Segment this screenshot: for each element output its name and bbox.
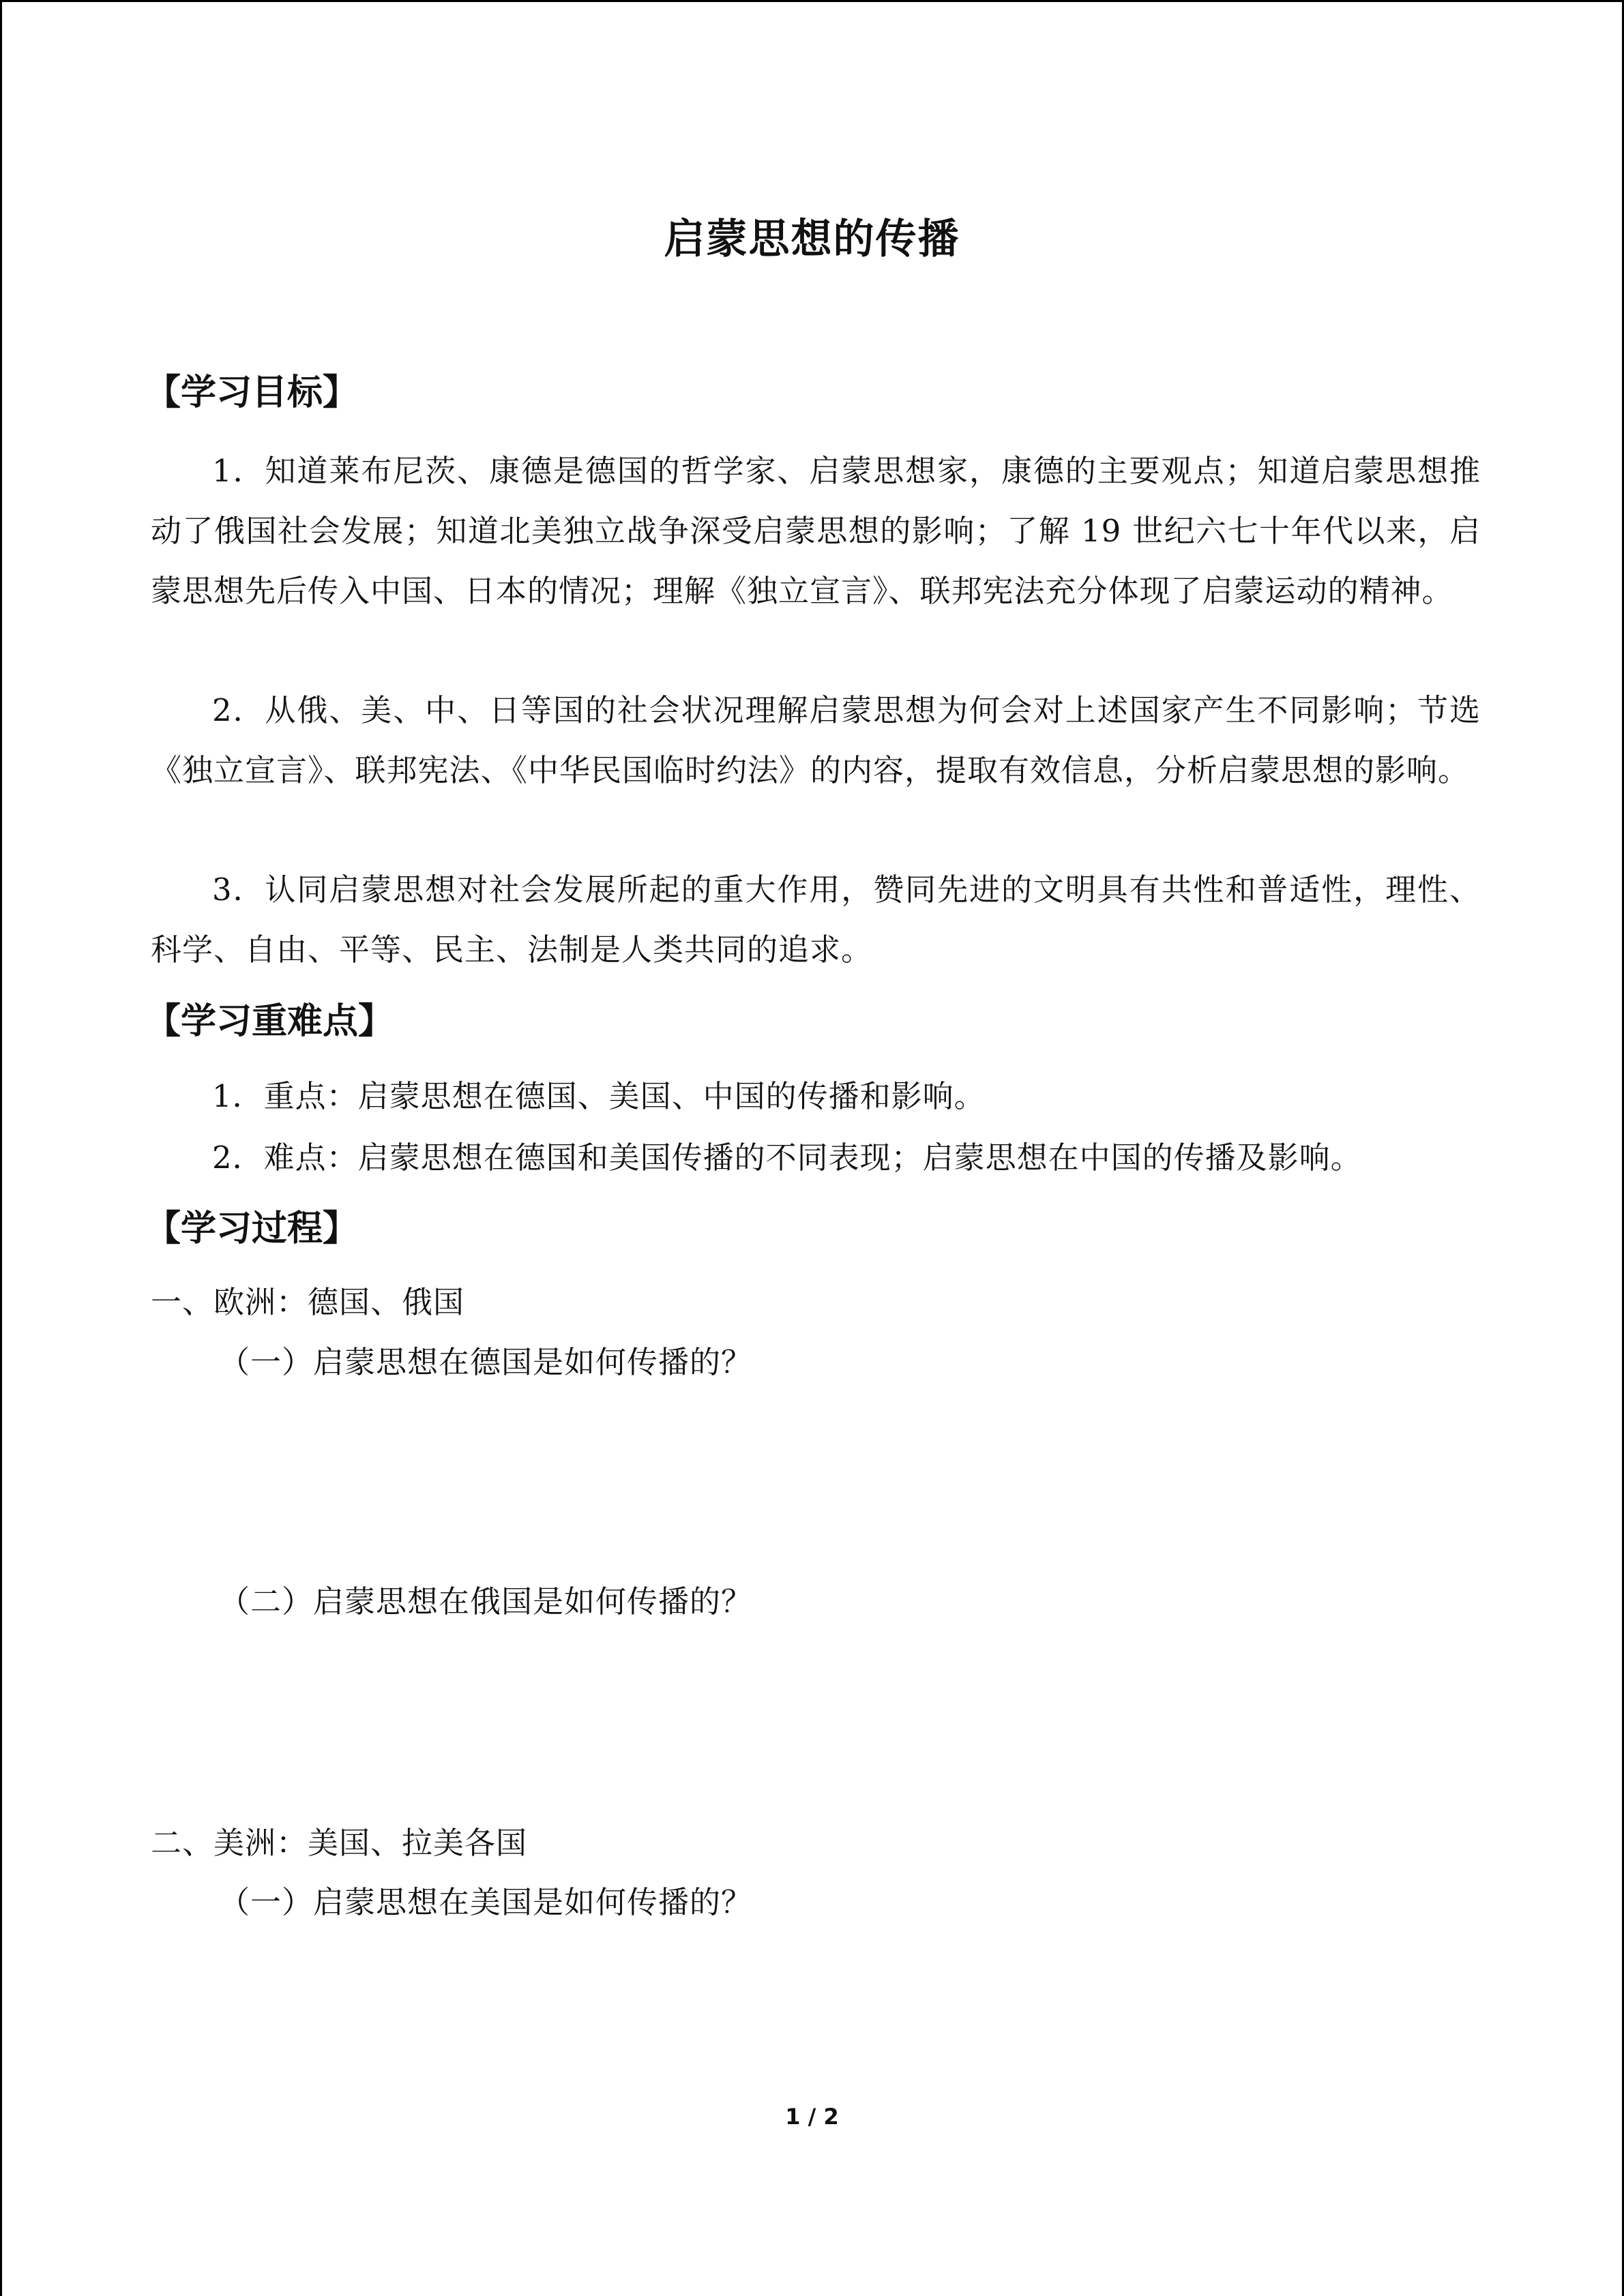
key-point-item-2: 2．难点：启蒙思想在德国和美国传播的不同表现；启蒙思想在中国的传播及影响。 <box>212 1139 1362 1176</box>
process-part1-question-1: （一）启蒙思想在德国是如何传播的？ <box>219 1344 753 1380</box>
objectives-heading: 【学习目标】 <box>145 372 359 413</box>
process-part1-title: 一、欧洲：德国、俄国 <box>151 1284 465 1320</box>
objective-item-3: 3．认同启蒙思想对社会发展所起的重大作用，赞同先进的文明具有共性和普适性，理性、科学、自由、平等、民主、法制是人类共同的追求。 <box>151 871 1481 968</box>
process-part1-question-2: （二）启蒙思想在俄国是如何传播的？ <box>219 1583 753 1620</box>
process-heading: 【学习过程】 <box>145 1208 359 1249</box>
process-part2-question-1: （一）启蒙思想在美国是如何传播的？ <box>219 1884 753 1920</box>
objective-item-1: 1．知道莱布尼茨、康德是德国的哲学家、启蒙思想家，康德的主要观点；知道启蒙思想推动了俄国社会发展；知道北美独立战争深受启蒙思想的影响；了解 19 世纪六七十年代以来，启蒙思想先后传入中国、日本的情况；理解《独立宣言》、联邦宪法充分体现了启蒙运动的精神。 <box>151 453 1481 609</box>
process-part2-title: 二、美洲：美国、拉美各国 <box>151 1825 528 1861</box>
key-points-heading: 【学习重难点】 <box>145 1001 394 1042</box>
page-number: 1 / 2 <box>785 2104 839 2130</box>
objective-item-2: 2．从俄、美、中、日等国的社会状况理解启蒙思想为何会对上述国家产生不同影响；节选《独立宣言》、联邦宪法、《中华民国临时约法》的内容，提取有效信息，分析启蒙思想的影响。 <box>151 692 1481 788</box>
page-title: 启蒙思想的传播 <box>664 215 960 263</box>
key-point-item-1: 1．重点：启蒙思想在德国、美国、中国的传播和影响。 <box>212 1078 986 1114</box>
